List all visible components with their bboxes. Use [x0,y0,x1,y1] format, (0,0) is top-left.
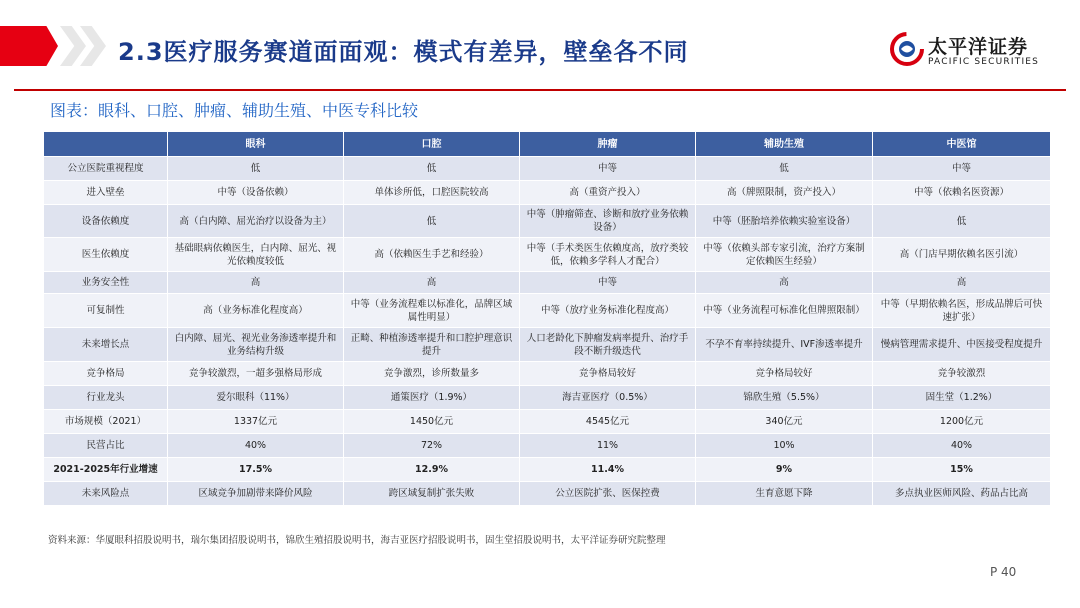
table-cell: 高 [168,272,344,294]
pacific-logo-icon [890,32,924,66]
table-cell: 中等（胚胎培养依赖实验室设备） [696,205,873,238]
company-logo [888,30,1068,74]
column-header: 肿瘤 [520,132,696,157]
table-cell: 锦欣生殖（5.5%） [696,386,873,410]
logo-english-text: PACIFIC SECURITIES [928,57,1040,67]
table-header-row [44,132,1051,157]
table-cell: 中等（依赖名医资源） [873,181,1051,205]
table-cell: 区域竞争加剧带来降价风险 [168,482,344,506]
table-cell: 海吉亚医疗（0.5%） [520,386,696,410]
slide-header [0,0,1080,90]
table-cell: 11.4% [520,458,696,482]
table-cell: 低 [344,157,520,181]
table-row [44,157,1051,181]
row-label: 未来增长点 [44,328,168,362]
table-cell: 1450亿元 [344,410,520,434]
table-cell: 1337亿元 [168,410,344,434]
table-row [44,458,1051,482]
table-row [44,181,1051,205]
comparison-table [43,131,1050,506]
column-header: 口腔 [344,132,520,157]
table-cell: 10% [696,434,873,458]
table-cell: 跨区域复制扩张失败 [344,482,520,506]
row-label: 竞争格局 [44,362,168,386]
page-number: P 40 [990,565,1017,579]
red-arrow-bar [0,26,58,66]
table-cell: 白内障、屈光、视光业务渗透率提升和业务结构升级 [168,328,344,362]
row-label: 设备依赖度 [44,205,168,238]
table-row [44,328,1051,362]
table-cell: 9% [696,458,873,482]
table-cell: 竞争格局较好 [520,362,696,386]
table-cell: 40% [873,434,1051,458]
table-cell: 高（白内障、屈光治疗以设备为主） [168,205,344,238]
table-cell: 中等（放疗业务标准化程度高） [520,294,696,328]
row-label: 行业龙头 [44,386,168,410]
table-row [44,386,1051,410]
table-cell: 人口老龄化下肿瘤发病率提升、治疗手段不断升级迭代 [520,328,696,362]
source-note: 资料来源：华厦眼科招股说明书，瑞尔集团招股说明书，锦欣生殖招股说明书，海吉亚医疗招股说明书，固生堂招股说明书，太平洋证券研究院整理 [48,535,666,546]
column-header: 辅助生殖 [696,132,873,157]
table-cell: 慢病管理需求提升、中医接受程度提升 [873,328,1051,362]
table-cell: 高（重资产投入） [520,181,696,205]
column-header: 中医馆 [873,132,1051,157]
row-label: 市场规模（2021） [44,410,168,434]
column-header [44,132,168,157]
table-cell: 中等（手术类医生依赖度高，放疗类较低，依赖多学科人才配合） [520,238,696,272]
table-row [44,362,1051,386]
table-cell: 竞争较激烈 [873,362,1051,386]
table-cell: 公立医院扩张、医保控费 [520,482,696,506]
table-cell: 固生堂（1.2%） [873,386,1051,410]
table-cell: 4545亿元 [520,410,696,434]
chart-subtitle: 图表：眼科、口腔、肿瘤、辅助生殖、中医专科比较 [50,101,419,120]
row-label: 业务安全性 [44,272,168,294]
table-cell: 340亿元 [696,410,873,434]
table-cell: 多点执业医师风险、药品占比高 [873,482,1051,506]
row-label: 未来风险点 [44,482,168,506]
table-cell: 中等 [873,157,1051,181]
table-cell: 单体诊所低，口腔医院较高 [344,181,520,205]
table-row [44,482,1051,506]
column-header: 眼科 [168,132,344,157]
table-cell: 高 [344,272,520,294]
table-cell: 中等（依赖头部专家引流，治疗方案制定依赖医生经验） [696,238,873,272]
row-label: 民营占比 [44,434,168,458]
table-cell: 17.5% [168,458,344,482]
table-cell: 高（牌照限制，资产投入） [696,181,873,205]
table-cell: 中等 [520,272,696,294]
table-cell: 竞争较激烈，一超多强格局形成 [168,362,344,386]
table-row [44,205,1051,238]
table-cell: 11% [520,434,696,458]
table-cell: 12.9% [344,458,520,482]
row-label: 进入壁垒 [44,181,168,205]
table-cell: 40% [168,434,344,458]
table-cell: 高 [696,272,873,294]
table-cell: 低 [168,157,344,181]
row-label: 2021-2025年行业增速 [44,458,168,482]
table-cell: 低 [873,205,1051,238]
table-cell: 低 [696,157,873,181]
table-cell: 中等（业务流程难以标准化，品牌区域属性明显） [344,294,520,328]
header-divider [14,89,1066,91]
table-cell: 竞争激烈，诊所数量多 [344,362,520,386]
table-cell: 竞争格局较好 [696,362,873,386]
table-cell: 中等 [520,157,696,181]
slide-title: 2.3医疗服务赛道面面观：模式有差异，壁垒各不同 [118,38,689,66]
table-cell: 高（依赖医生手艺和经验） [344,238,520,272]
table-cell: 高（业务标准化程度高） [168,294,344,328]
row-label: 医生依赖度 [44,238,168,272]
row-label: 可复制性 [44,294,168,328]
table-row [44,272,1051,294]
table-row [44,434,1051,458]
table-cell: 生育意愿下降 [696,482,873,506]
table-cell: 中等（早期依赖名医，形成品牌后可快速扩张） [873,294,1051,328]
chevron-icon [60,26,86,66]
table-cell: 不孕不育率持续提升、IVF渗透率提升 [696,328,873,362]
table-row [44,238,1051,272]
table-cell: 中等（业务流程可标准化但牌照限制） [696,294,873,328]
table-row [44,410,1051,434]
logo-chinese-text: 太平洋证券 [928,36,1029,58]
table-cell: 低 [344,205,520,238]
table-cell: 高 [873,272,1051,294]
table-cell: 基础眼病依赖医生，白内障、屈光、视光依赖度较低 [168,238,344,272]
table-cell: 爱尔眼科（11%） [168,386,344,410]
table-cell: 中等（设备依赖） [168,181,344,205]
table-cell: 正畸、种植渗透率提升和口腔护理意识提升 [344,328,520,362]
table-row [44,294,1051,328]
table-cell: 中等（肿瘤筛查、诊断和放疗业务依赖设备） [520,205,696,238]
row-label: 公立医院重视程度 [44,157,168,181]
table-cell: 1200亿元 [873,410,1051,434]
table-cell: 通策医疗（1.9%） [344,386,520,410]
table-cell: 高（门店早期依赖名医引流） [873,238,1051,272]
table-cell: 15% [873,458,1051,482]
table-cell: 72% [344,434,520,458]
